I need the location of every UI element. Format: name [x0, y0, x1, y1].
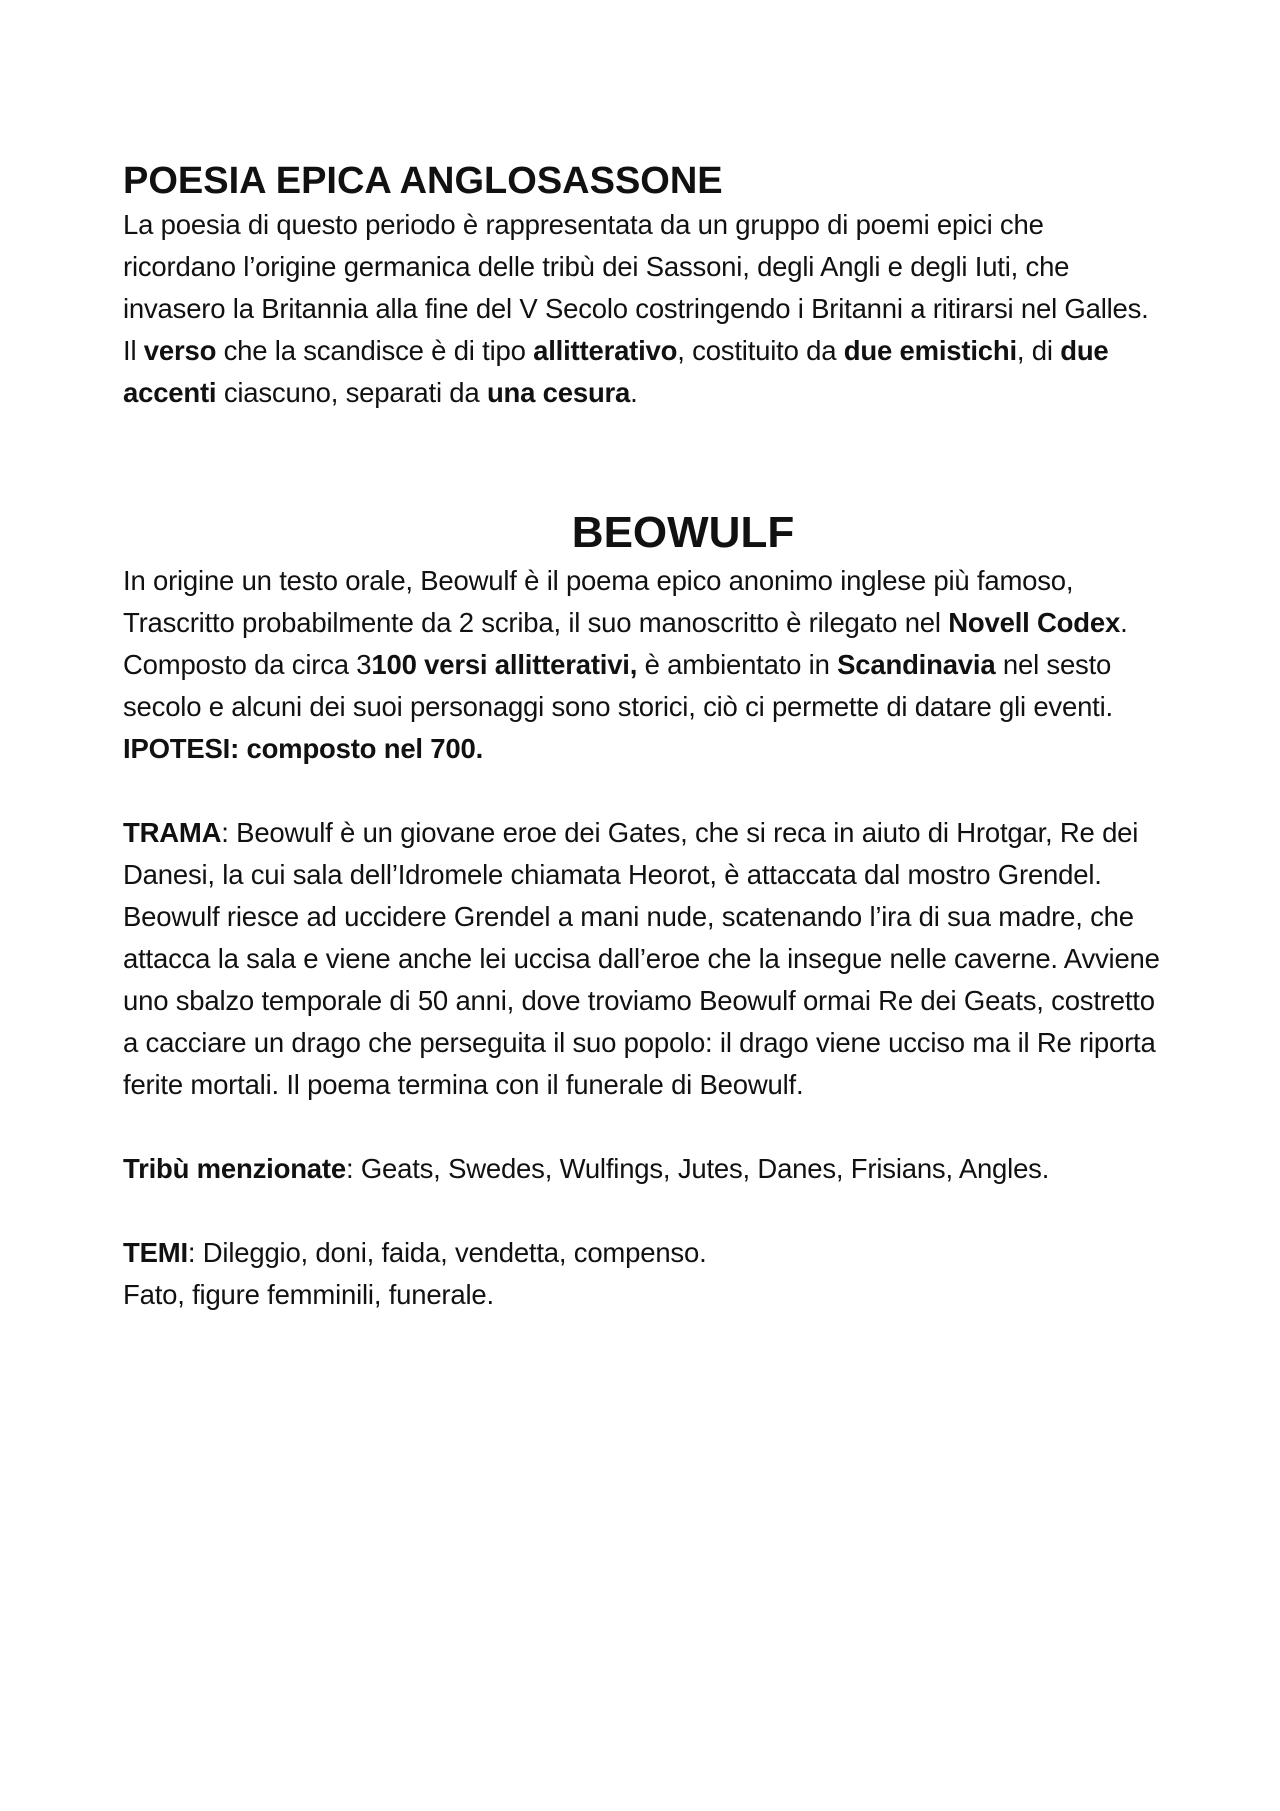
bold-label-tribu: Tribù menzionate: [123, 1153, 346, 1184]
text-run: , di: [1016, 335, 1061, 366]
text-run: .: [630, 377, 638, 408]
bold-term-accenti: due accenti: [123, 335, 1109, 408]
text-run: è ambientato in: [637, 649, 838, 680]
text-run: che la scandisce è di tipo: [216, 335, 534, 366]
text-run: nel sesto secolo e alcuni dei suoi personaggi sono storici, ciò ci permette di datare gli eventi.: [123, 649, 1113, 722]
spacer: [123, 770, 1163, 812]
text-run: In origine un testo orale, Beowulf è il poema epico anonimo inglese più famoso, Trascritto probabilmente da 2 scriba, il suo manoscritto è rilegato nel: [123, 565, 1074, 638]
paragraph-temi: [123, 1232, 1163, 1274]
paragraph-tribu: [123, 1148, 1163, 1190]
bold-label-temi: TEMI: [123, 1237, 188, 1268]
paragraph-temi-line2: Fato, figure femminili, funerale.: [123, 1279, 494, 1310]
bold-ipotesi: IPOTESI: composto nel 700.: [123, 733, 484, 764]
text-run: : Dileggio, doni, faida, vendetta, compenso.: [187, 1237, 707, 1268]
paragraph-trama: [123, 812, 1163, 1106]
text-run: : Beowulf è un giovane eroe dei Gates, che si reca in aiuto di Hrotgar, Re dei Danesi, la cui sala dell’Idromele chiamata Heorot, è attaccata dal mostro Grendel. Beowulf riesce ad uccidere Grendel a mani nude, scatenando l’ira di sua madre, che attacca la sala e viene anche lei uccisa dall’eroe che la insegue nelle caverne. Avviene uno sbalzo temporale di 50 anni, dove troviamo Beowulf ormai Re dei Geats, costretto a cacciare un drago che perseguita il suo popolo: il drago viene ucciso ma il Re riporta ferite mortali. Il poema termina con il funerale di Beowulf.: [123, 817, 1160, 1100]
paragraph-ipotesi: [123, 728, 1163, 770]
spacer: [123, 1106, 1163, 1148]
bold-term-versi: 100 versi allitterativi,: [371, 649, 638, 680]
document-page: [123, 158, 1163, 1316]
paragraph-poesia-epica: [123, 204, 1163, 414]
section-title-poesia-epica: POESIA EPICA ANGLOSASSONE: [123, 160, 723, 202]
text-run: , costituito da: [677, 335, 844, 366]
text-run: La poesia di questo periodo è rappresentata da un gruppo di poemi epici che ricordano l’origine germanica delle tribù dei Sassoni, degli Angli e degli Iuti, che invasero la Britannia alla fine del V Secolo costringendo i Britanni a ritirarsi nel Galles. Il: [123, 209, 1149, 366]
text-run: ciascuno, separati da: [216, 377, 487, 408]
bold-term-verso: verso: [143, 335, 217, 366]
bold-term-emistichi: due emistichi: [843, 335, 1017, 366]
bold-term-allitterativo: allitterativo: [533, 335, 678, 366]
text-run: : Geats, Swedes, Wulfings, Jutes, Danes, Frisians, Angles.: [345, 1153, 1050, 1184]
spacer: [123, 414, 1163, 506]
bold-term-cesura: una cesura: [486, 377, 631, 408]
text-run: . Composto da circa 3: [123, 607, 1128, 680]
bold-term-novell-codex: Novell Codex: [948, 607, 1121, 638]
section-title-beowulf: BEOWULF: [571, 508, 795, 557]
paragraph-beowulf-intro: [123, 560, 1163, 728]
spacer: [123, 1190, 1163, 1232]
bold-term-scandinavia: Scandinavia: [837, 649, 996, 680]
bold-label-trama: TRAMA: [123, 817, 222, 848]
